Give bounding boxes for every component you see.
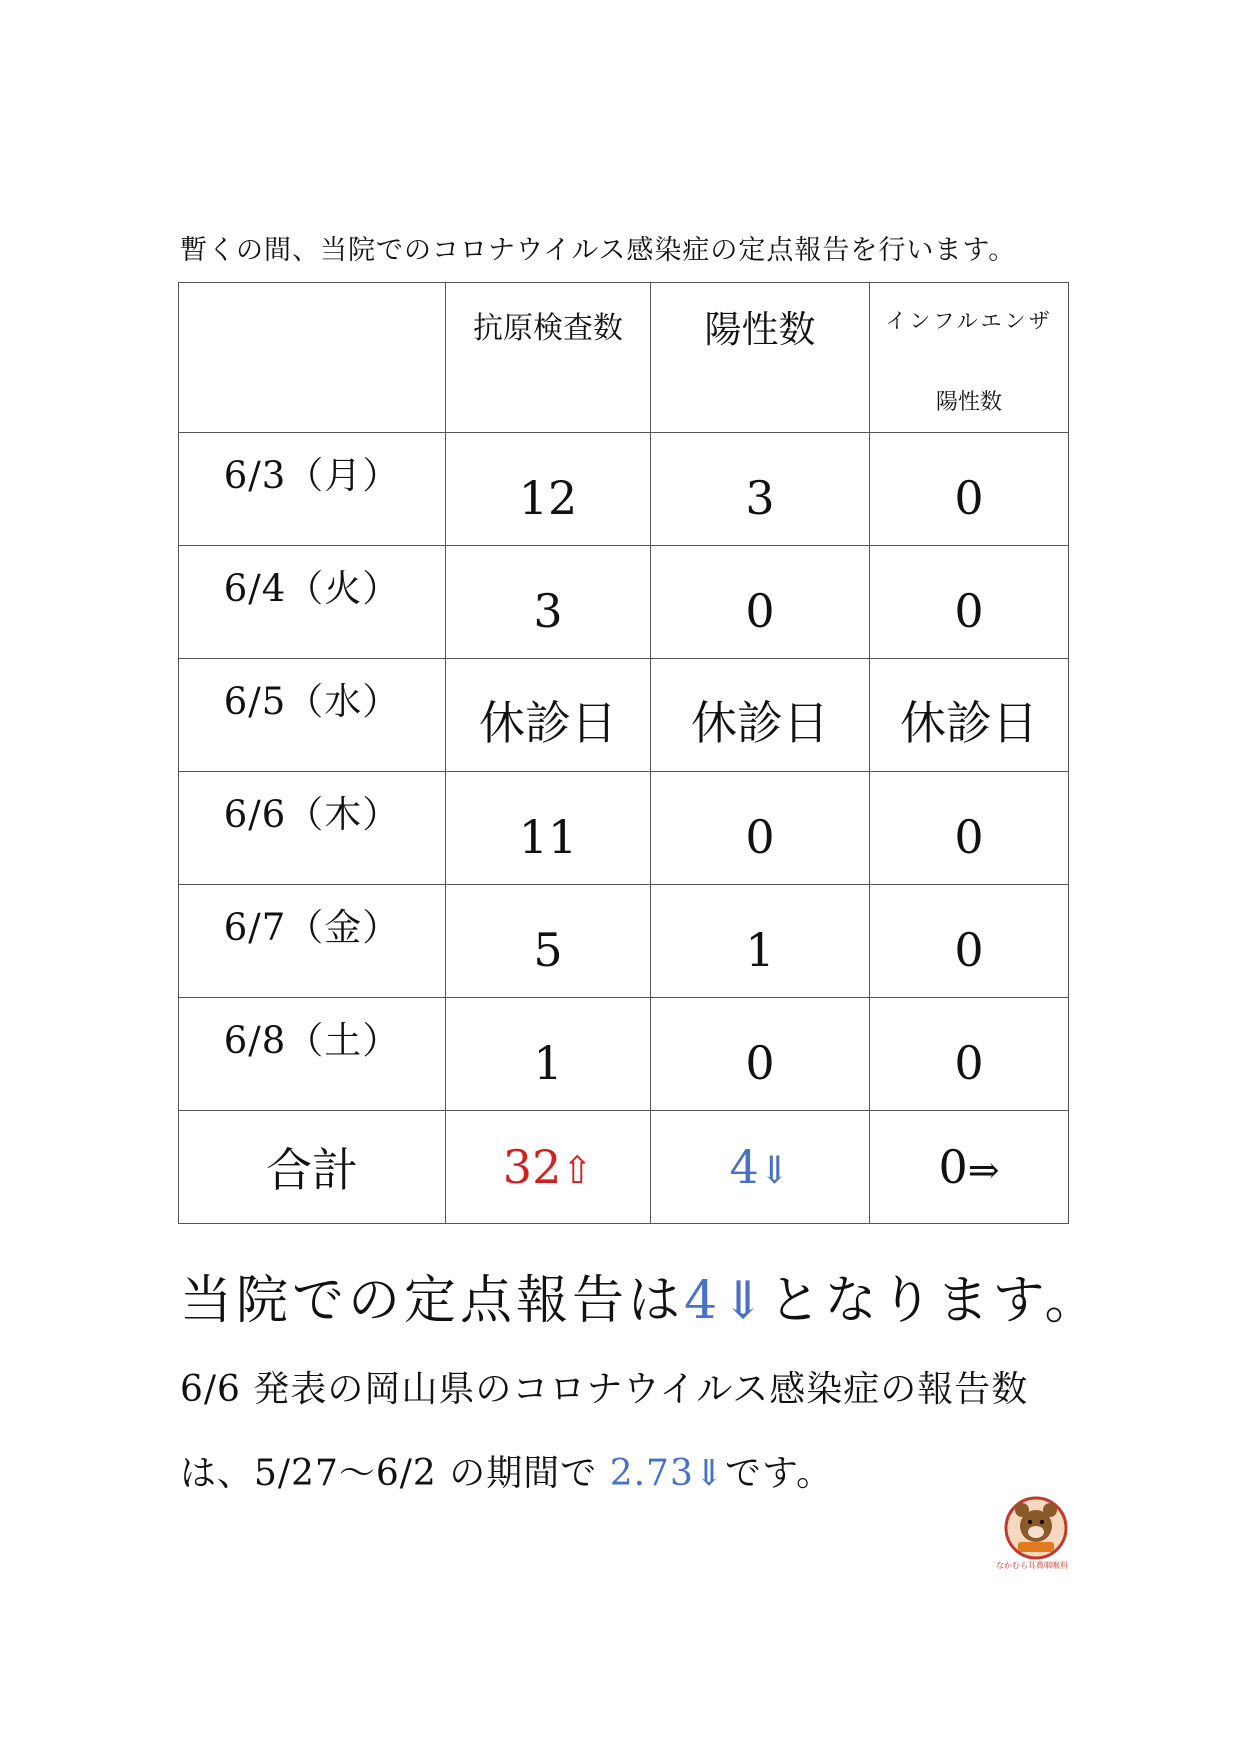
date-cell: 6/3（月） <box>179 433 446 546</box>
summary-value: 4⇓ <box>684 1271 769 1331</box>
header-flu: インフルエンザ 陽性数 <box>870 283 1069 433</box>
prefecture-note <box>180 1348 1028 1516</box>
date-cell: 6/5（水） <box>179 659 446 772</box>
total-label: 合計 <box>179 1111 446 1224</box>
date-cell: 6/7（金） <box>179 885 446 998</box>
header-positive: 陽性数 <box>651 283 870 433</box>
table-row <box>179 659 1069 772</box>
flu-cell: 0 <box>870 772 1069 885</box>
right-arrow-icon: ⇒ <box>967 1148 1000 1192</box>
table-row <box>179 885 1069 998</box>
flu-cell: 0 <box>870 433 1069 546</box>
down-arrow-icon: ⇓ <box>758 1148 791 1192</box>
positive-cell: 3 <box>651 433 870 546</box>
positive-cell: 0 <box>651 772 870 885</box>
clinic-logo-icon <box>1000 1494 1072 1562</box>
positive-cell: 1 <box>651 885 870 998</box>
positive-cell: 0 <box>651 546 870 659</box>
header-antigen: 抗原検査数 <box>446 283 651 433</box>
antigen-cell: 3 <box>446 546 651 659</box>
note-line-1: 6/6 発表の岡山県のコロナウイルス感染症の報告数 <box>180 1369 1029 1410</box>
table-header-row <box>179 283 1069 433</box>
antigen-cell: 5 <box>446 885 651 998</box>
positive-cell: 0 <box>651 998 870 1111</box>
flu-cell: 0 <box>870 546 1069 659</box>
antigen-cell: 休診日 <box>446 659 651 772</box>
summary-text: 当院での定点報告は4⇓となります。 <box>180 1271 1101 1331</box>
total-positive: 4⇓ <box>651 1111 870 1224</box>
antigen-cell: 11 <box>446 772 651 885</box>
report-table <box>178 282 1069 1224</box>
positive-cell: 休診日 <box>651 659 870 772</box>
table-row <box>179 546 1069 659</box>
date-cell: 6/6（木） <box>179 772 446 885</box>
antigen-cell: 12 <box>446 433 651 546</box>
date-cell: 6/4（火） <box>179 546 446 659</box>
table-row <box>179 998 1069 1111</box>
note-value: 2.73⇓ <box>609 1453 726 1494</box>
header-empty-cell <box>179 283 446 433</box>
total-row <box>179 1111 1069 1224</box>
clinic-logo-caption: なかむら耳鼻咽喉科 <box>996 1561 1068 1570</box>
flu-cell: 休診日 <box>870 659 1069 772</box>
flu-cell: 0 <box>870 998 1069 1111</box>
date-cell: 6/8（土） <box>179 998 446 1111</box>
note-line-2: は、5/27～6/2 の期間で 2.73⇓です。 <box>180 1453 834 1494</box>
total-flu: 0⇒ <box>870 1111 1069 1224</box>
table-row <box>179 772 1069 885</box>
total-antigen: 32⇧ <box>446 1111 651 1224</box>
intro-text: 暫くの間、当院でのコロナウイルス感染症の定点報告を行います。 <box>180 235 1017 266</box>
table-row <box>179 433 1069 546</box>
antigen-cell: 1 <box>446 998 651 1111</box>
up-arrow-icon: ⇧ <box>561 1148 594 1192</box>
flu-cell: 0 <box>870 885 1069 998</box>
